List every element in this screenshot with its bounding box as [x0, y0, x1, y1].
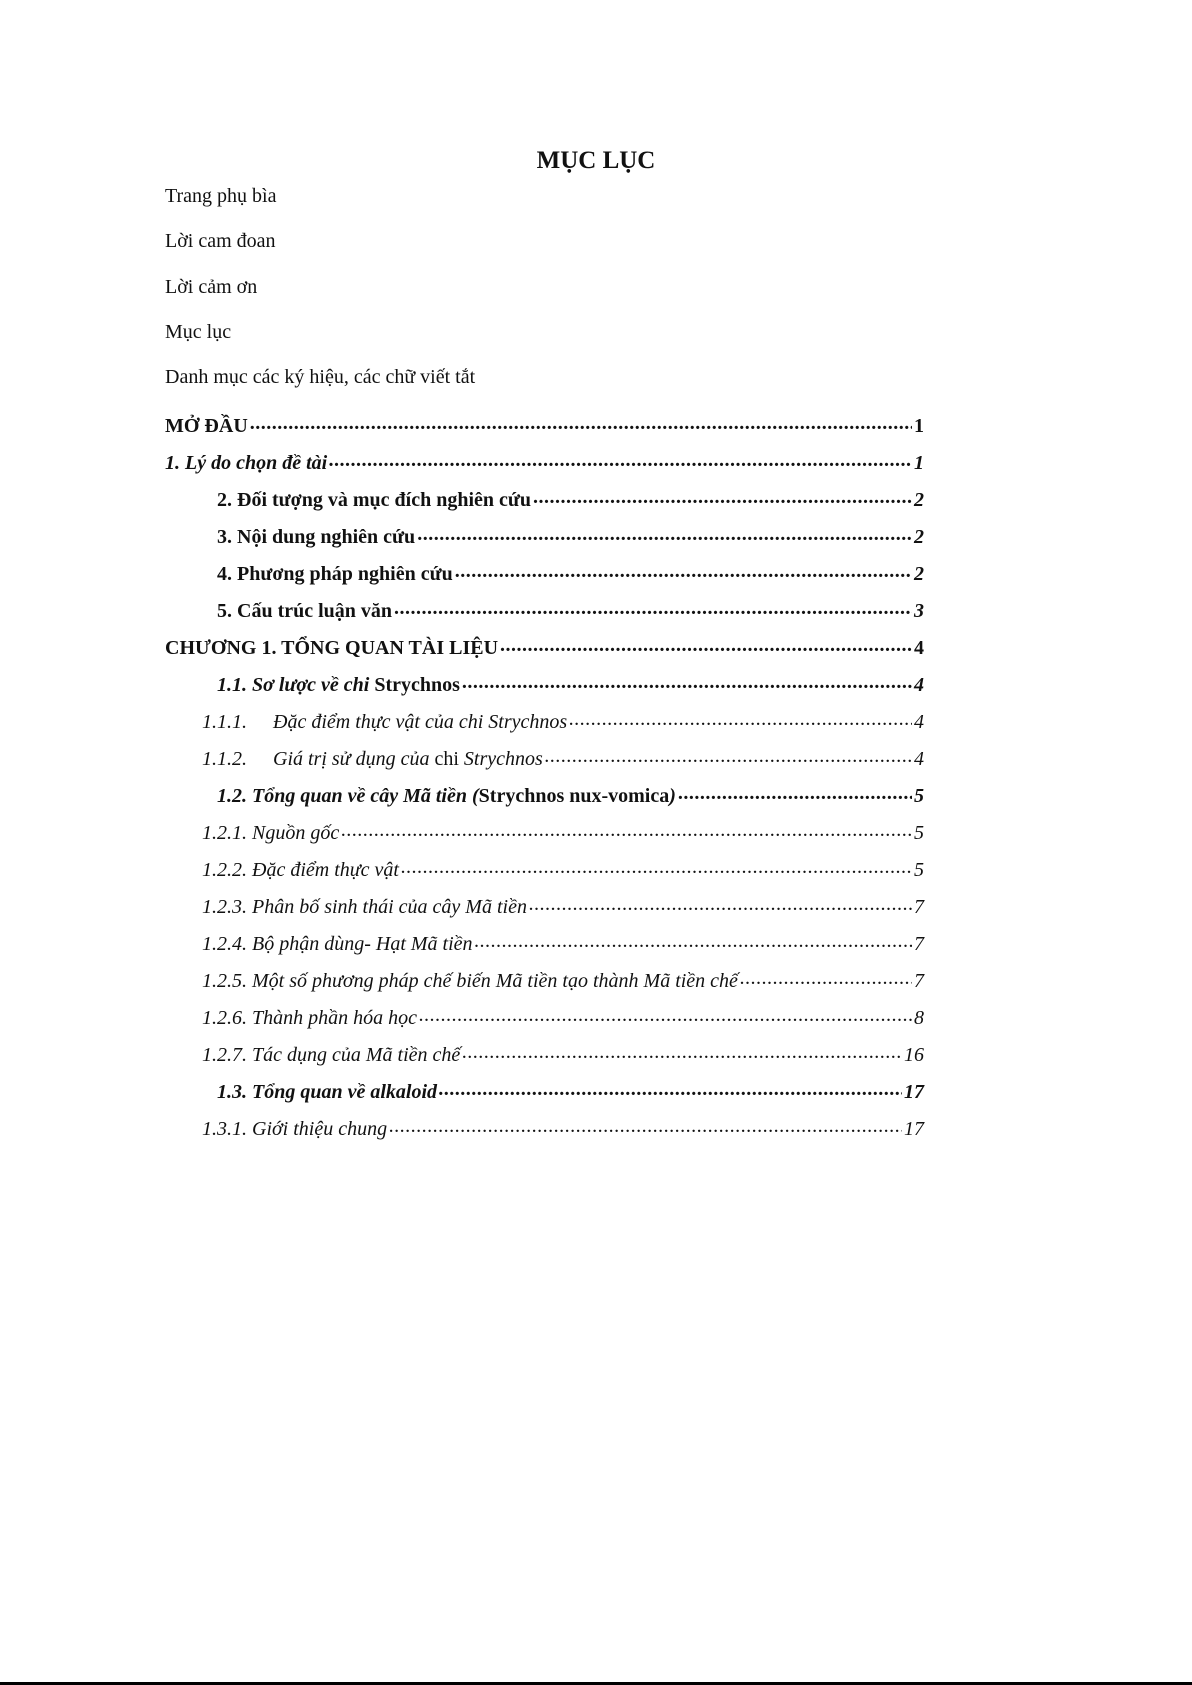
- toc-page-number: 17: [904, 1081, 924, 1103]
- toc-entry-noi-dung[interactable]: [217, 523, 924, 549]
- toc-entry-mo-dau[interactable]: [165, 412, 924, 438]
- toc-leader-dots: [740, 967, 912, 987]
- toc-leader-dots: [569, 708, 912, 728]
- toc-label-part: Strychnos: [374, 674, 460, 696]
- toc-page-number: 2: [914, 489, 924, 511]
- toc-page-number: 4: [914, 748, 924, 770]
- toc-entry-number: 1.1.1.: [202, 711, 247, 733]
- toc-entry-1-2-5[interactable]: [202, 967, 924, 993]
- toc-entry-cau-truc[interactable]: [217, 597, 924, 623]
- toc-page-number: 5: [914, 785, 924, 807]
- toc-leader-dots: [462, 671, 912, 691]
- toc-entry-1-3-1[interactable]: [202, 1115, 924, 1141]
- toc-page-number: 1: [914, 452, 924, 474]
- toc-entry-label: 3. Nội dung nghiên cứu: [217, 526, 416, 548]
- toc-entry-label: 1.3. Tổng quan về alkaloid: [217, 1081, 438, 1103]
- toc-entry-1-2-2[interactable]: [202, 856, 924, 882]
- toc-entry-label: [217, 674, 460, 697]
- toc-entry-label: 5. Cấu trúc luận văn: [217, 600, 393, 622]
- toc-leader-dots: [462, 1041, 902, 1061]
- toc-label-part: ): [669, 785, 676, 807]
- toc-entry-label: 1.2.6. Thành phần hóa học: [202, 1007, 417, 1029]
- toc-page-number: 17: [904, 1118, 924, 1140]
- toc-label-part: Strychnos nux-vomica: [478, 785, 670, 807]
- toc-entry-1-1-1[interactable]: [202, 708, 924, 734]
- toc-leader-dots: [500, 634, 912, 654]
- toc-entry-label: 1.2.2. Đặc điểm thực vật: [202, 859, 399, 881]
- toc-leader-dots: [389, 1115, 902, 1135]
- toc-page-number: 2: [914, 526, 924, 548]
- toc-entry-label: 1.2.3. Phân bố sinh thái của cây Mã tiền: [202, 896, 527, 918]
- toc-entry-label: [202, 711, 567, 734]
- toc-entry-label: MỞ ĐẦU: [165, 415, 248, 437]
- toc-entry-label: 1. Lý do chọn đề tài: [165, 452, 328, 474]
- page-title: MỤC LỤC: [536, 147, 656, 174]
- toc-page-number: 3: [914, 600, 924, 622]
- toc-entry-1-2-3[interactable]: [202, 893, 924, 919]
- toc-leader-dots: [401, 856, 912, 876]
- toc-entry-label: 1.3.1. Giới thiệu chung: [202, 1118, 388, 1140]
- toc-page-number: 7: [914, 896, 924, 918]
- toc-leader-dots: [329, 449, 912, 469]
- toc-leader-dots: [475, 930, 912, 950]
- toc-leader-dots: [419, 1004, 912, 1024]
- toc-entry-1-2-1[interactable]: [202, 819, 924, 845]
- toc-page-number: 4: [914, 711, 924, 733]
- toc-entry-1-1-2[interactable]: [202, 745, 924, 771]
- toc-leader-dots: [529, 893, 912, 913]
- toc-leader-dots: [545, 745, 912, 765]
- toc-leader-dots: [533, 486, 912, 506]
- toc-entry-label: 1.2.4. Bộ phận dùng- Hạt Mã tiền: [202, 933, 473, 955]
- toc-entry-label: [202, 748, 543, 771]
- toc-entry-label: 1.2.1. Nguồn gốc: [202, 822, 340, 844]
- toc-entry-label: CHƯƠNG 1. TỔNG QUAN TÀI LIỆU: [165, 637, 499, 659]
- toc-page-number: 7: [914, 933, 924, 955]
- toc-entry-1-2-7[interactable]: [202, 1041, 924, 1067]
- toc-entry-phuong-phap[interactable]: [217, 560, 924, 586]
- toc-entry-chuong-1[interactable]: [165, 634, 924, 660]
- toc-page-number: 5: [914, 859, 924, 881]
- toc-page-number: 4: [914, 674, 924, 696]
- toc-entry-1-1[interactable]: [217, 671, 924, 697]
- toc-page-number: 4: [914, 637, 924, 659]
- toc-entry-1-2-4[interactable]: [202, 930, 924, 956]
- toc-label-part: 1.2. Tổng quan về cây Mã tiền (: [217, 785, 479, 807]
- toc-front-cover: Trang phụ bìa: [165, 185, 277, 207]
- toc-entry-ly-do[interactable]: [165, 449, 924, 475]
- toc-page-number: 8: [914, 1007, 924, 1029]
- toc-declaration: Lời cam đoan: [165, 230, 276, 252]
- toc-leader-dots: [678, 782, 912, 802]
- toc-page-number: 5: [914, 822, 924, 844]
- toc-entry-label: 4. Phương pháp nghiên cứu: [217, 563, 453, 585]
- toc-entry-1-3[interactable]: [217, 1078, 924, 1104]
- toc-entry-label: 2. Đối tượng và mục đích nghiên cứu: [217, 489, 532, 511]
- toc-page-number: 1: [914, 415, 924, 437]
- toc-label-part: Đặc điểm thực vật của chi Strychnos: [273, 711, 568, 733]
- toc-page-number: 7: [914, 970, 924, 992]
- toc-leader-dots: [439, 1078, 902, 1098]
- toc-entry-number: 1.1.2.: [202, 748, 247, 770]
- toc-leader-dots: [417, 523, 912, 543]
- toc-entry-label: 1.2.7. Tác dụng của Mã tiền chế: [202, 1044, 461, 1066]
- toc-leader-dots: [394, 597, 912, 617]
- toc-page-number: 16: [904, 1044, 924, 1066]
- toc-entry-1-2-6[interactable]: [202, 1004, 924, 1030]
- toc-abbreviations: Danh mục các ký hiệu, các chữ viết tắt: [165, 366, 476, 388]
- toc-acknowledgement: Lời cảm ơn: [165, 276, 258, 298]
- toc-entry-doi-tuong[interactable]: [217, 486, 924, 512]
- toc-leader-dots: [455, 560, 912, 580]
- toc-label-part: chi: [434, 748, 464, 770]
- toc-page-number: 2: [914, 563, 924, 585]
- toc-contents: Mục lục: [165, 321, 232, 343]
- toc-label-part: Strychnos: [463, 748, 543, 770]
- toc-label-part: 1.1. Sơ lược về chi: [217, 674, 375, 696]
- toc-entry-label: [217, 785, 676, 808]
- toc-label-part: Giá trị sử dụng của: [273, 748, 435, 770]
- toc-entry-label: 1.2.5. Một số phương pháp chế biến Mã tiền tạo thành Mã tiền chế: [202, 970, 738, 992]
- toc-entry-1-2[interactable]: [217, 782, 924, 808]
- toc-leader-dots: [250, 412, 912, 432]
- toc-leader-dots: [341, 819, 912, 839]
